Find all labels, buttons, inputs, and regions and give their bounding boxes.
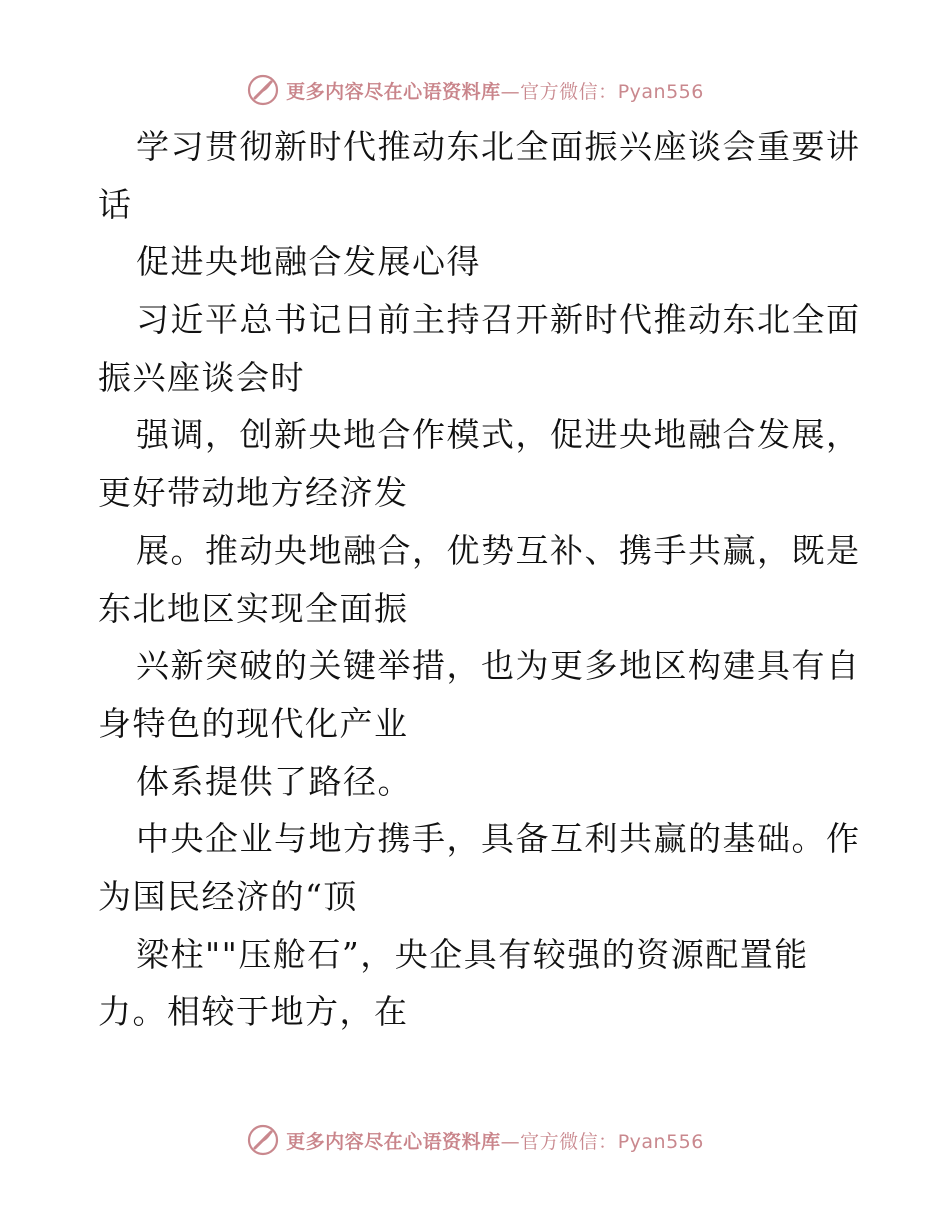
watermark-dash: —	[500, 80, 521, 103]
watermark-text	[286, 1127, 704, 1154]
text-line: 更好带动地方经济发	[98, 473, 409, 513]
watermark-wechat-id: Pyan556	[617, 80, 704, 103]
quill-pen-circle-icon	[246, 73, 280, 107]
document-body	[98, 118, 861, 1041]
watermark-brand: 更多内容尽在心语资料库	[286, 1130, 501, 1153]
text-line: 梁柱""压舱石”，央企具有较强的资源配置能	[136, 934, 809, 974]
watermark-text	[286, 77, 704, 104]
text-line: 身特色的现代化产业	[98, 703, 409, 743]
watermark-wechat-id: Pyan556	[617, 1130, 704, 1153]
footer-watermark	[0, 1120, 950, 1160]
text-line: 话	[98, 184, 133, 224]
text-line: 东北地区实现全面振	[98, 588, 409, 628]
watermark-brand: 更多内容尽在心语资料库	[286, 80, 501, 103]
text-line: 兴新突破的关键举措，也为更多地区构建具有自	[136, 646, 861, 686]
watermark-wechat-label: 官方微信：	[520, 1130, 618, 1153]
text-line: 力。相较于地方，在	[98, 992, 409, 1032]
text-line: 促进央地融合发展心得	[136, 242, 481, 282]
text-line: 为国民经济的“顶	[98, 876, 358, 916]
text-line: 强调，创新央地合作模式，促进央地融合发展，	[136, 415, 861, 455]
text-line: 振兴座谈会时	[98, 357, 305, 397]
text-line: 学习贯彻新时代推动东北全面振兴座谈会重要讲	[136, 127, 861, 166]
watermark-dash: —	[500, 1130, 521, 1153]
text-line: 展。推动央地融合，优势互补、携手共赢，既是	[136, 530, 861, 570]
text-line: 体系提供了路径。	[136, 761, 412, 801]
text-line: 习近平总书记日前主持召开新时代推动东北全面	[136, 300, 861, 340]
watermark-wechat-label: 官方微信：	[520, 80, 618, 103]
quill-pen-circle-icon	[246, 1123, 280, 1157]
header-watermark	[0, 70, 950, 110]
text-line: 中央企业与地方携手，具备互利共赢的基础。作	[136, 819, 861, 859]
